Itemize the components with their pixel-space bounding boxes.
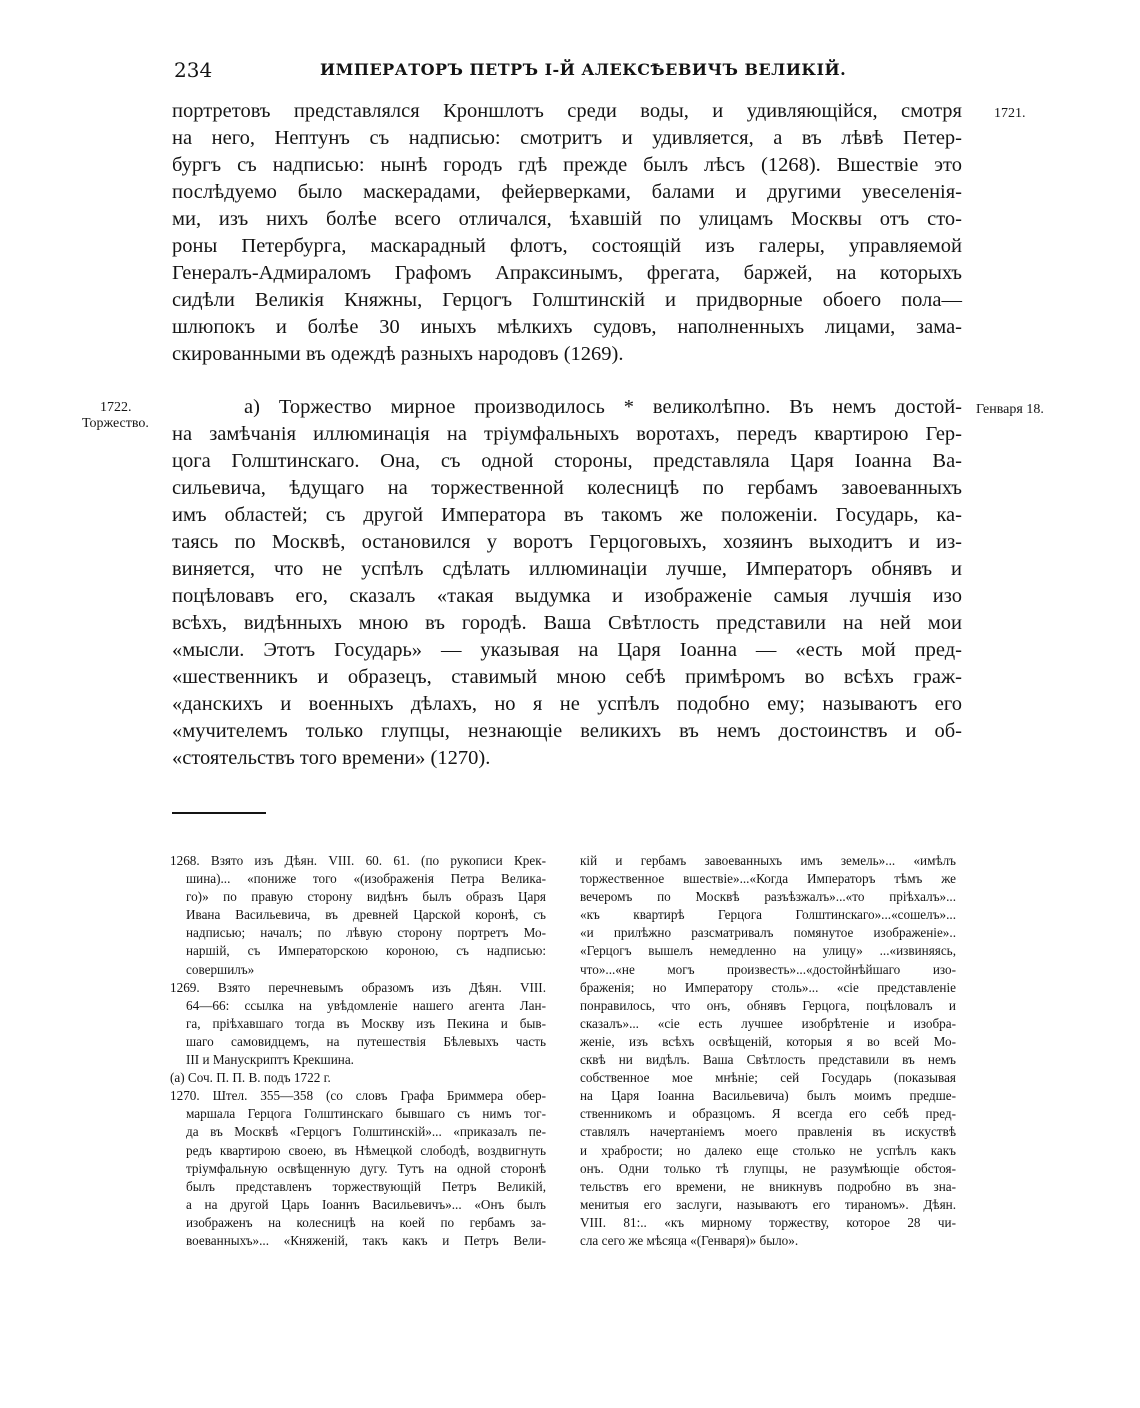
text-line: таясь по Москвѣ, остановился у воротъ Герцоговыхъ, хозяинъ выходитъ и из- <box>172 531 962 553</box>
footnote-line: ственникомъ и образцомъ. Я всегда его себѣ пред- <box>580 1106 956 1122</box>
footnote-line: а на другой Царь Іоаннъ Васильевичъ»... «Онъ былъ <box>186 1196 546 1212</box>
footnote-1269 <box>170 979 546 1069</box>
footnote-line: что»...«не могъ произвесть»...«достойнѣйшаго изо- <box>580 961 956 977</box>
text-line: на замѣчанія иллюминація на тріумфальныхъ воротахъ, передъ квартирою Гер- <box>172 423 962 445</box>
footnote-line: го)» по правую сторону видѣнъ былъ образъ Царя <box>186 889 546 905</box>
footnote-line: совершилъ» <box>186 961 255 977</box>
footnote-line: «къ квартирѣ Герцога Голштинскаго»...«сошелъ»... <box>580 907 956 923</box>
footnote-line: шина)... «пониже того «(изображенія Петра Великa- <box>186 871 546 887</box>
footnote-line: женіе, изъ всѣхъ освѣщеній, которыя я во всей Мо- <box>580 1033 956 1049</box>
text-line: «стоятельствъ того времени» (1270). <box>172 747 491 769</box>
footnote-line: былъ представленъ торжествующій Петръ Великій, <box>186 1178 546 1194</box>
footnote-line: на Царя Іоанна Васильевича) былъ моимъ предше- <box>580 1088 956 1104</box>
footnote-line: онъ. Одни только тѣ глупцы, не разумѣющіе обстоя- <box>580 1160 956 1176</box>
text-line: «шественникъ и образецъ, ставимый мною себѣ примѣромъ во всѣхъ граж- <box>172 666 962 688</box>
footnote-line: сла сего же мѣсяца «(Генваря)» было». <box>580 1232 799 1248</box>
text-line: послѣдуемо было маскерадами, фейерверками, балами и другими увеселенія- <box>172 181 962 203</box>
footnote-1268 <box>170 852 546 979</box>
footnote-line: 1268. Взято изъ Дѣян. VIII. 60. 61. (по рукописи Крек- <box>170 853 546 868</box>
text-line: сильевича, ѣдущаго на торжественной колесницѣ по гербамъ завоеванныхъ <box>172 477 962 499</box>
footnote-line: и храбрости; но далеко еще столько не успѣлъ какъ <box>580 1142 956 1158</box>
footnote-line: Ивана Васильевича, въ древней Царской коронѣ, съ <box>186 907 546 923</box>
footnote-line: браженія; но Императору столь»... «сіе представленіе <box>580 979 956 995</box>
footnote-line: маршала Герцога Голштинскаго бывшаго съ нимъ тог- <box>186 1106 546 1122</box>
footnote-line: III и Манускриптъ Крекшина. <box>186 1052 354 1068</box>
footnote-line: редъ квартирою своею, въ Нѣмецкой слободѣ, воздвигнуть <box>186 1142 546 1158</box>
text-line: цога Голштинскаго. Она, съ одной стороны, представляла Царя Іоанна Ва- <box>172 450 962 472</box>
text-line: шлюпокъ и болѣе 30 иныхъ мѣлкихъ судовъ, наполненныхъ лицами, зама- <box>172 316 962 338</box>
text-line: виняется, что не успѣлъ сдѣлать иллюминаціи лучше, Императоръ обнявъ и <box>172 558 962 580</box>
footnote-line: 1270. Штел. 355—358 (со словъ Графа Бриммера обер- <box>170 1088 546 1104</box>
text-line: а) Торжество мирное производилось * великолѣпно. Въ немъ достой- <box>244 396 962 418</box>
footnotes-right-column <box>580 852 956 1250</box>
text-line: ми, изъ нихъ болѣе всего отличался, ѣхавшій по улицамъ Москвы отъ сто- <box>172 208 962 230</box>
footnote-line: «Герцогъ вышелъ немедленно на улицу» ...«извиняясь, <box>580 943 956 959</box>
footnote-line: VIII. 81:.. «къ мирному торжеству, которое 28 чи- <box>580 1214 956 1230</box>
footnote-line: га, пріѣхавшаго тогда въ Москву изъ Пекина и быв- <box>186 1015 546 1031</box>
text-line: бургъ съ надписью: нынѣ городъ гдѣ прежде былъ лѣсъ (1268). Вшествіе это <box>172 154 962 176</box>
footnote-line: надписью; началъ; по лѣвую сторону портретъ Мо- <box>186 925 546 941</box>
footnote-line: воеванныхъ»... «Княженій, такъ какъ и Петръ Вели- <box>186 1232 546 1248</box>
footnote-rule <box>172 812 266 814</box>
footnote-line: «и прилѣжно разсматривалъ помянутое изображеніе».. <box>580 925 956 941</box>
text-line: портретовъ представлялся Кроншлотъ среди воды, и удивляющійся, смотря <box>172 100 962 122</box>
footnote-line: вечеромъ по Москвѣ разъѣзжалъ»...«то пріѣхалъ»... <box>580 889 956 905</box>
footnote-line: изображенъ на колесницѣ на коей по гербамъ за- <box>186 1214 546 1230</box>
footnote-line: менитыя его заслуги, называютъ его тираномъ». Дѣян. <box>580 1196 956 1212</box>
text-line: на него, Нептунъ съ надписью: смотритъ и удивляется, а въ лѣвѣ Петер- <box>172 127 962 149</box>
paragraph-1 <box>172 98 962 368</box>
text-line: роны Петербурга, маскарадный флотъ, состоящій изъ галеры, управляемой <box>172 235 962 257</box>
footnote-line: ставлялъ начертаніемъ моего правленія въ искуствѣ <box>580 1124 956 1140</box>
margin-note-year-1722: 1722. <box>100 400 132 415</box>
margin-note-date: Генваря 18. <box>976 402 1044 417</box>
text-line: «данскихъ и военныхъ дѣлахъ, но я не успѣлъ подобно ему; называютъ его <box>172 693 962 715</box>
text-line: всѣхъ, видѣнныхъ мною въ городѣ. Ваша Свѣтлость представили на ней мои <box>172 612 962 634</box>
footnotes-left-column <box>170 852 546 1250</box>
footnote-line: понравилось, что онъ, обнявъ Герцога, поцѣловалъ и <box>580 997 956 1013</box>
footnote-line: 64—66: ссылка на увѣдомленіе нашего агента Лан- <box>186 997 546 1013</box>
text-line: «мучителемъ только глупцы, незнающіе великихъ въ немъ достоинствъ и об- <box>172 720 962 742</box>
footnote-line: кій и гербамъ завоеванныхъ имъ земель»... «имѣлъ <box>580 853 956 868</box>
footnote-line: (a) Соч. П. П. В. подъ 1722 г. <box>170 1070 331 1086</box>
page-number: 234 <box>174 58 213 82</box>
footnote-line: тельствъ его времени, не вникнувъ подробно въ зна- <box>580 1178 956 1194</box>
footnote-line: сквѣ ни видѣлъ. Ваша Свѣтлость представили въ немъ <box>580 1052 956 1068</box>
paragraph-2 <box>172 394 962 772</box>
footnote-line: наршій, съ Императорскою короною, съ надписью: <box>186 943 546 959</box>
footnote-a <box>170 1069 546 1087</box>
footnote-line: 1269. Взято перечневымъ образомъ изъ Дѣян. VIII. <box>170 979 546 995</box>
footnote-line: да въ Москвѣ «Герцогъ Голштинскій»... «приказалъ пе- <box>186 1124 546 1140</box>
footnote-line: торжественное вшествіе»...«Когда Императоръ тѣмъ же <box>580 871 956 887</box>
text-line: имъ областей; съ другой Императора въ такомъ же положеніи. Государь, ка- <box>172 504 962 526</box>
footnote-1270 <box>170 1087 546 1250</box>
running-head: ИМПЕРАТОРЪ ПЕТРЪ I-Й АЛЕКСѢЕВИЧЪ ВЕЛИКІЙ. <box>320 60 847 79</box>
footnote-line: собственное мое мнѣніе; сей Государь (показывая <box>580 1070 956 1086</box>
footnote-line: тріумфальную освѣщенную дугу. Тутъ на одной сторонѣ <box>186 1160 546 1176</box>
text-line: Генералъ-Адмираломъ Графомъ Апраксинымъ, фрегата, баржей, на которыхъ <box>172 262 962 284</box>
footnote-line: шаго самовидцемъ, на путешествія Бѣлевыхъ часть <box>186 1033 546 1049</box>
text-line: сидѣли Великія Княжны, Герцогъ Голштинскій и придворные обоего пола— <box>172 289 962 311</box>
margin-note-topic: Торжество. <box>82 416 149 431</box>
text-line: скированными въ одеждѣ разныхъ народовъ (1269). <box>172 343 624 365</box>
footnote-line: сказалъ»... «сіе есть лучшее изобрѣтеніе и изобра- <box>580 1015 956 1031</box>
margin-note-year-1721: 1721. <box>994 106 1026 121</box>
text-line: поцѣловавъ его, сказалъ «такая выдумка и изображеніе самыя лучшія изо <box>172 585 962 607</box>
text-line: «мысли. Этотъ Государь» — указывая на Царя Іоанна — «есть мой пред- <box>172 639 962 661</box>
